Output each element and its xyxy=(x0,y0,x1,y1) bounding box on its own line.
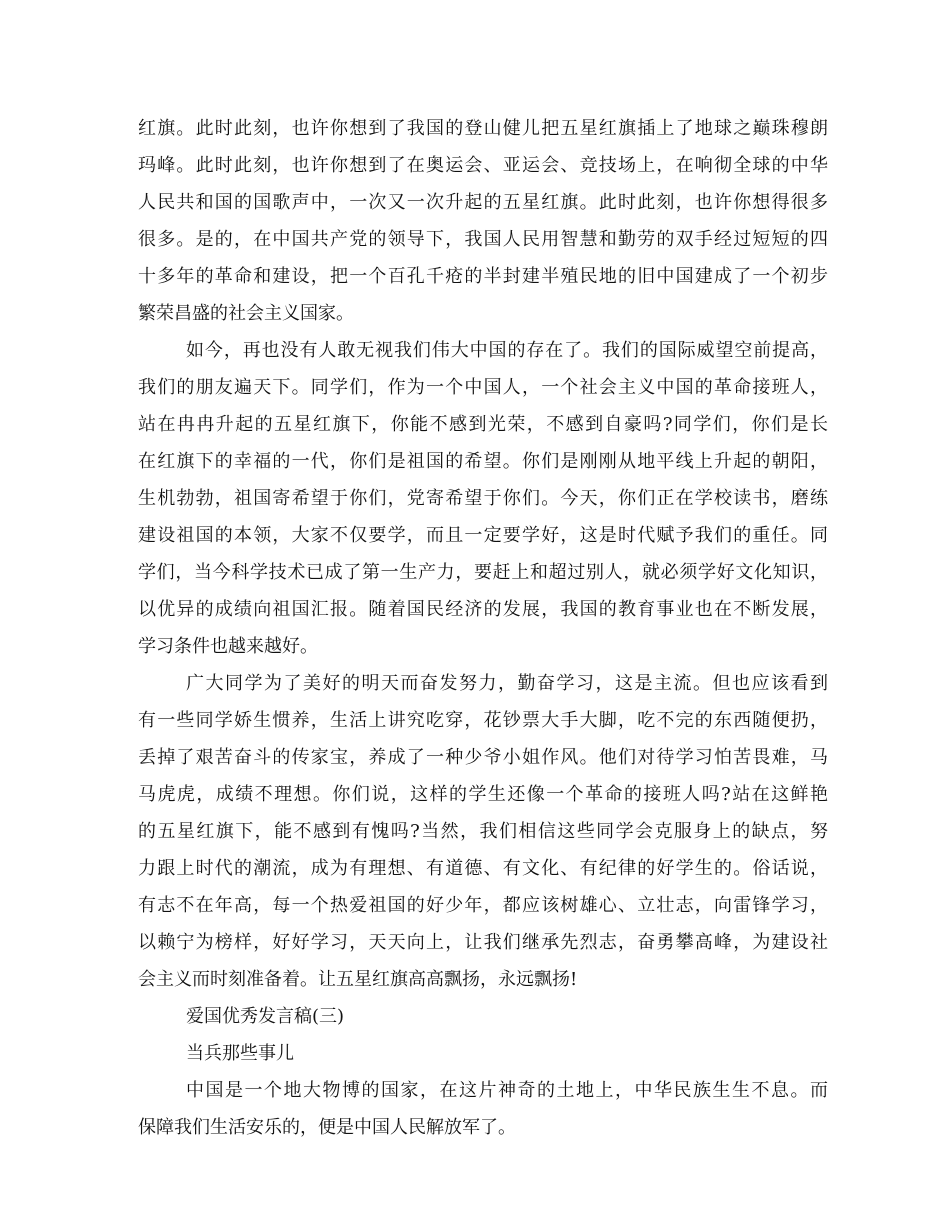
section-subheading: 当兵那些事儿 xyxy=(186,1043,294,1064)
text-line: 在红旗下的幸福的一代，你们是祖国的希望。你们是刚刚从地平线上升起的朝阳， xyxy=(138,451,828,472)
text-line: 人民共和国的国歌声中，一次又一次升起的五星红旗。此时此刻，也许你想得很多 xyxy=(138,192,828,213)
text-line: 有一些同学娇生惯养，生活上讲究吃穿，花钞票大手大脚，吃不完的东西随便扔， xyxy=(138,710,828,731)
text-line: 生机勃勃，祖国寄希望于你们，党寄希望于你们。今天，你们正在学校读书，磨练 xyxy=(138,488,828,509)
text-line: 十多年的革命和建设，把一个百孔千疮的半封建半殖民地的旧中国建成了一个初步 xyxy=(138,266,828,287)
text-line: 学们，当今科学技术已成了第一生产力，要赶上和超过别人，就必须学好文化知识， xyxy=(138,562,828,583)
text-line: 马虎虎，成绩不理想。你们说，这样的学生还像一个革命的接班人吗?站在这鲜艳 xyxy=(138,784,828,805)
section-heading: 爱国优秀发言稿(三) xyxy=(186,1006,345,1027)
text-line: 学习条件也越来越好。 xyxy=(138,636,318,657)
text-line: 力跟上时代的潮流，成为有理想、有道德、有文化、有纪律的好学生的。俗话说， xyxy=(138,858,828,879)
text-line: 玛峰。此时此刻，也许你想到了在奥运会、亚运会、竞技场上，在响彻全球的中华 xyxy=(138,155,828,176)
text-line: 建设祖国的本领，大家不仅要学，而且一定要学好，这是时代赋予我们的重任。同 xyxy=(138,525,828,546)
text-line: 保障我们生活安乐的，便是中国人民解放军了。 xyxy=(138,1117,516,1138)
text-line: 繁荣昌盛的社会主义国家。 xyxy=(138,303,354,324)
text-line: 会主义而时刻准备着。让五星红旗高高飘扬，永远飘扬! xyxy=(138,969,578,990)
text-line: 很多。是的，在中国共产党的领导下，我国人民用智慧和勤劳的双手经过短短的四 xyxy=(138,229,828,250)
text-line: 以赖宁为榜样，好好学习，天天向上，让我们继承先烈志，奋勇攀高峰，为建设社 xyxy=(138,932,828,953)
text-line: 丢掉了艰苦奋斗的传家宝，养成了一种少爷小姐作风。他们对待学习怕苦畏难，马 xyxy=(138,747,828,768)
text-line: 如今，再也没有人敢无视我们伟大中国的存在了。我们的国际威望空前提高， xyxy=(186,340,828,361)
text-line: 中国是一个地大物博的国家，在这片神奇的土地上，中华民族生生不息。而 xyxy=(186,1080,828,1101)
text-line: 广大同学为了美好的明天而奋发努力，勤奋学习，这是主流。但也应该看到 xyxy=(186,673,828,694)
text-line: 以优异的成绩向祖国汇报。随着国民经济的发展，我国的教育事业也在不断发展， xyxy=(138,599,828,620)
text-line: 的五星红旗下，能不感到有愧吗?当然，我们相信这些同学会克服身上的缺点，努 xyxy=(138,821,828,842)
text-line: 有志不在年高，每一个热爱祖国的好少年，都应该树雄心、立壮志，向雷锋学习， xyxy=(138,895,828,916)
text-line: 红旗。此时此刻，也许你想到了我国的登山健儿把五星红旗插上了地球之巅珠穆朗 xyxy=(138,118,828,139)
text-line: 我们的朋友遍天下。同学们，作为一个中国人，一个社会主义中国的革命接班人， xyxy=(138,377,828,398)
text-line: 站在冉冉升起的五星红旗下，你能不感到光荣，不感到自豪吗?同学们，你们是长 xyxy=(138,414,828,435)
